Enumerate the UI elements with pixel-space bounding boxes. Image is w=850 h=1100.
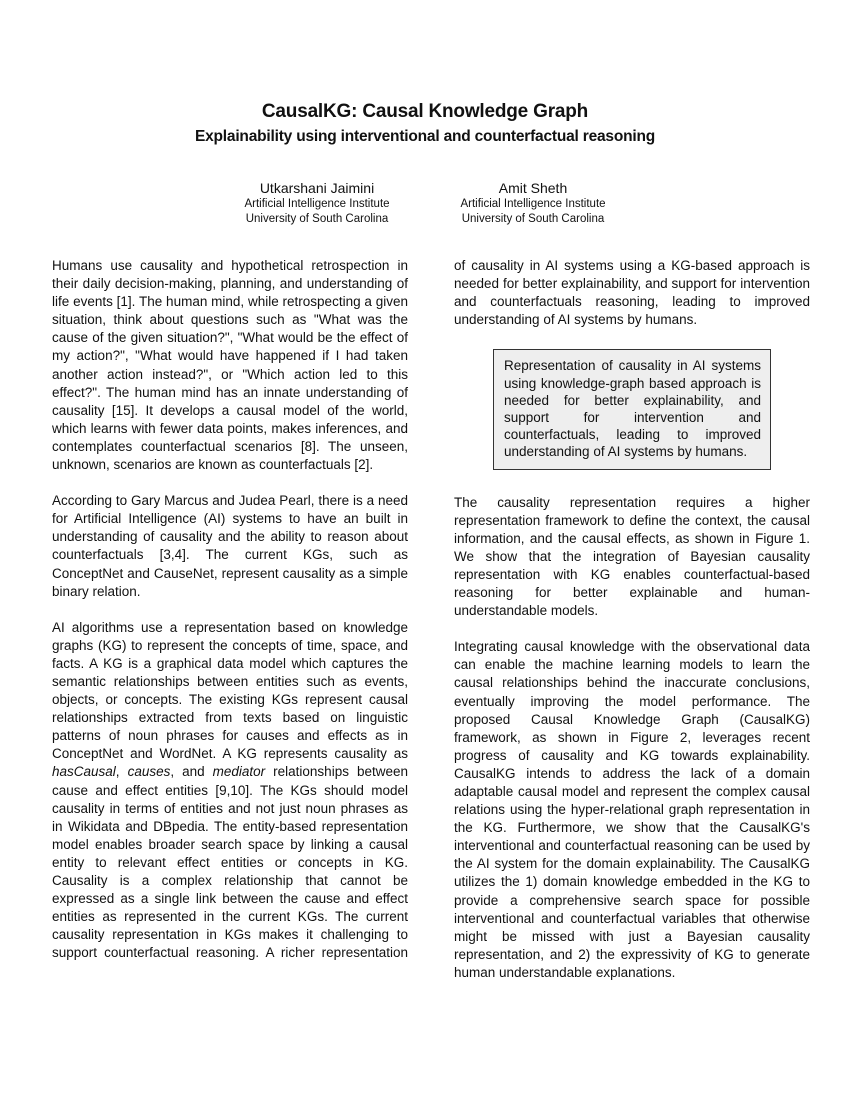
- text-span: relationships between cause and effect entities [9,10]. The KGs should model causality in terms of entities and not just noun phrases as in Wikidata and DBpedia. The entity-based representation model enables broader search space by linking a causal entity to relevant effect entities or concepts in KG. Causality is a complex relationship that cannot be expressed as a single link between the cause and effect entities as represented in the current KGs. The current causality representation in KGs makes it challenging to support counterfactual reasoning. A richer representation: [52, 764, 408, 961]
- paragraph-causalkg-framework: Integrating causal knowledge with the observational data can enable the machine learning models to learn the causal relationships behind the inaccurate conclusions, eventually improving the model performance. The proposed Causal Knowledge Graph (CausalKG) framework, as shown in Figure 2, leverages recent progress of causality and KG towards explainability. CausalKG intends to address the lack of a domain adaptable causal model and represent the complex causal relations using the hyper-relational graph representation in the KG. Furthermore, we show that the CausalKG's interventional and counterfactual reasoning can be used by the AI system for the domain explainability. The CausalKG utilizes the 1) domain knowledge embedded in the KG to provide a comprehensive search space for possible interventional and counterfactual variables that otherwise might be missed with just a Bayesian causality representation, and 2) the expressivity of KG to generate human understandable explanations.: [454, 639, 810, 980]
- author-block: [217, 180, 417, 227]
- paragraph-knowledge-graphs-continued: of causality in AI systems using a KG-based approach is needed for better explainability, and support for intervention and counterfactuals reasoning, leading to improved understanding of AI systems by humans.: [454, 258, 810, 328]
- paragraph-knowledge-graphs: [52, 619, 408, 963]
- author-block: [433, 180, 633, 227]
- paper-title: CausalKG: Causal Knowledge Graph: [261, 101, 589, 122]
- paper-subtitle: Explainability using interventional and counterfactual reasoning: [194, 128, 656, 145]
- term-causes: causes: [127, 764, 171, 780]
- paragraph-marcus-pearl: According to Gary Marcus and Judea Pearl, there is a need for Artificial Intelligence (AI) systems to have an built in understanding of causality and the ability to reason about counterfactuals [3,4]. The current KGs, such as ConceptNet and CauseNet, represent causality as a simple binary relation.: [52, 493, 408, 599]
- left-column: [52, 257, 408, 962]
- author-affiliation: Artificial Intelligence Institute: [244, 198, 390, 210]
- author-affiliation: Artificial Intelligence Institute: [460, 198, 606, 210]
- author-university: University of South Carolina: [245, 213, 389, 225]
- text-span: , and: [170, 764, 213, 780]
- paragraph-causality-representation: The causality representation requires a higher representation framework to define the context, the causal information, and the causal effects, as shown in Figure 1. We show that the integration of Bayesian causality representation with KG enables counterfactual-based reasoning for better explainable and human-understandable models.: [454, 494, 810, 619]
- paragraph-intro: Humans use causality and hypothetical retrospection in their daily decision-making, planning, and understanding of life events [1]. The human mind, while retrospecting a given situation, think about questions such as "What was the cause of the given situation?", "What would be the effect of my action?", "What would have happened if I had taken another action instead?", or "Which action led to this effect?". The human mind has an innate understanding of causality [15]. It develops a causal model of the world, which learns with fewer data points, makes inferences, and contemplates counterfactual scenarios [8]. The unseen, unknown, scenarios are known as counterfactuals [2].: [52, 258, 408, 473]
- term-hascausal: hasCausal: [52, 764, 116, 780]
- author-name: Utkarshani Jaimini: [259, 180, 375, 196]
- text-span: AI algorithms use a representation based on knowledge graphs (KG) to represent the concepts of time, space, and facts. A KG is a graphical data model which captures the semantic relationships between entities such as events, objects, or concepts. The existing KGs represent causal relationships extracted from texts based on linguistic patterns of noun phrases for causes and effects as in ConceptNet and WordNet. A KG represents causality as: [52, 619, 408, 762]
- term-mediator: mediator: [212, 764, 266, 780]
- right-column: [454, 257, 810, 1000]
- text-span: ,: [115, 764, 128, 780]
- author-university: University of South Carolina: [461, 213, 605, 225]
- callout-box: Representation of causality in AI systems using knowledge-graph based approach is needed for better explainability, and support for intervention and counterfactuals, leading to improved understanding of AI systems by humans.: [493, 349, 771, 469]
- author-name: Amit Sheth: [498, 180, 568, 196]
